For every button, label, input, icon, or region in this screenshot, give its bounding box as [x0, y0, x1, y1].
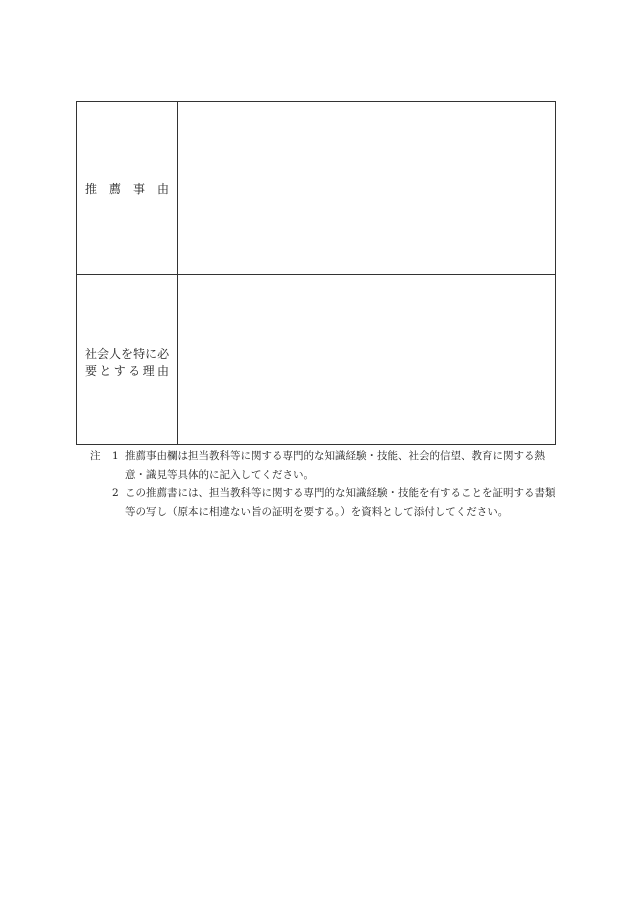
label-char: す [113, 364, 126, 378]
recommendation-reason-label-cell [77, 102, 178, 274]
label-line-1 [85, 346, 169, 363]
recommendation-reason-row [77, 102, 555, 275]
recommendation-reason-entry-field[interactable] [178, 102, 555, 274]
note-item [90, 447, 556, 484]
label-char: 人 [109, 347, 122, 361]
label-char: 社 [85, 347, 98, 361]
note-text: この推薦書には、担当教科等に関する専門的な知識経験・技能を有することを証明する書類等の写し（原本に相違ない旨の証明を要する。）を資料として添付してください。 [125, 487, 556, 518]
label-char: と [99, 364, 112, 378]
recommendation-reason-label [85, 180, 169, 197]
note-number: 1 [112, 450, 119, 462]
label-char: 要 [85, 364, 98, 378]
note-item [90, 484, 556, 521]
special-need-reason-entry-field[interactable] [178, 275, 555, 444]
label-char: る [128, 364, 141, 378]
label-char: を [121, 347, 134, 361]
label-char: 推 [85, 182, 98, 196]
notes-section [90, 447, 556, 521]
label-char: 由 [156, 182, 169, 196]
label-char: 特 [133, 347, 146, 361]
label-char: 事 [132, 182, 145, 196]
special-need-reason-label [85, 346, 169, 380]
special-need-reason-label-cell [77, 275, 178, 444]
note-number: 2 [112, 487, 119, 499]
label-char: 由 [156, 364, 169, 378]
label-char: 会 [97, 347, 110, 361]
label-char: 薦 [108, 182, 121, 196]
note-text: 推薦事由欄は担当教科等に関する専門的な知識経験・技能、社会的信望、教育に関する熱意・識見等具体的に記入してください。 [125, 450, 545, 481]
label-char: 必 [157, 347, 170, 361]
notes-prefix: 注 [90, 450, 101, 462]
label-line-2 [85, 363, 169, 380]
label-char: 理 [142, 364, 155, 378]
recommendation-form-table [76, 101, 556, 445]
label-char: に [145, 347, 158, 361]
special-need-reason-row [77, 275, 555, 444]
